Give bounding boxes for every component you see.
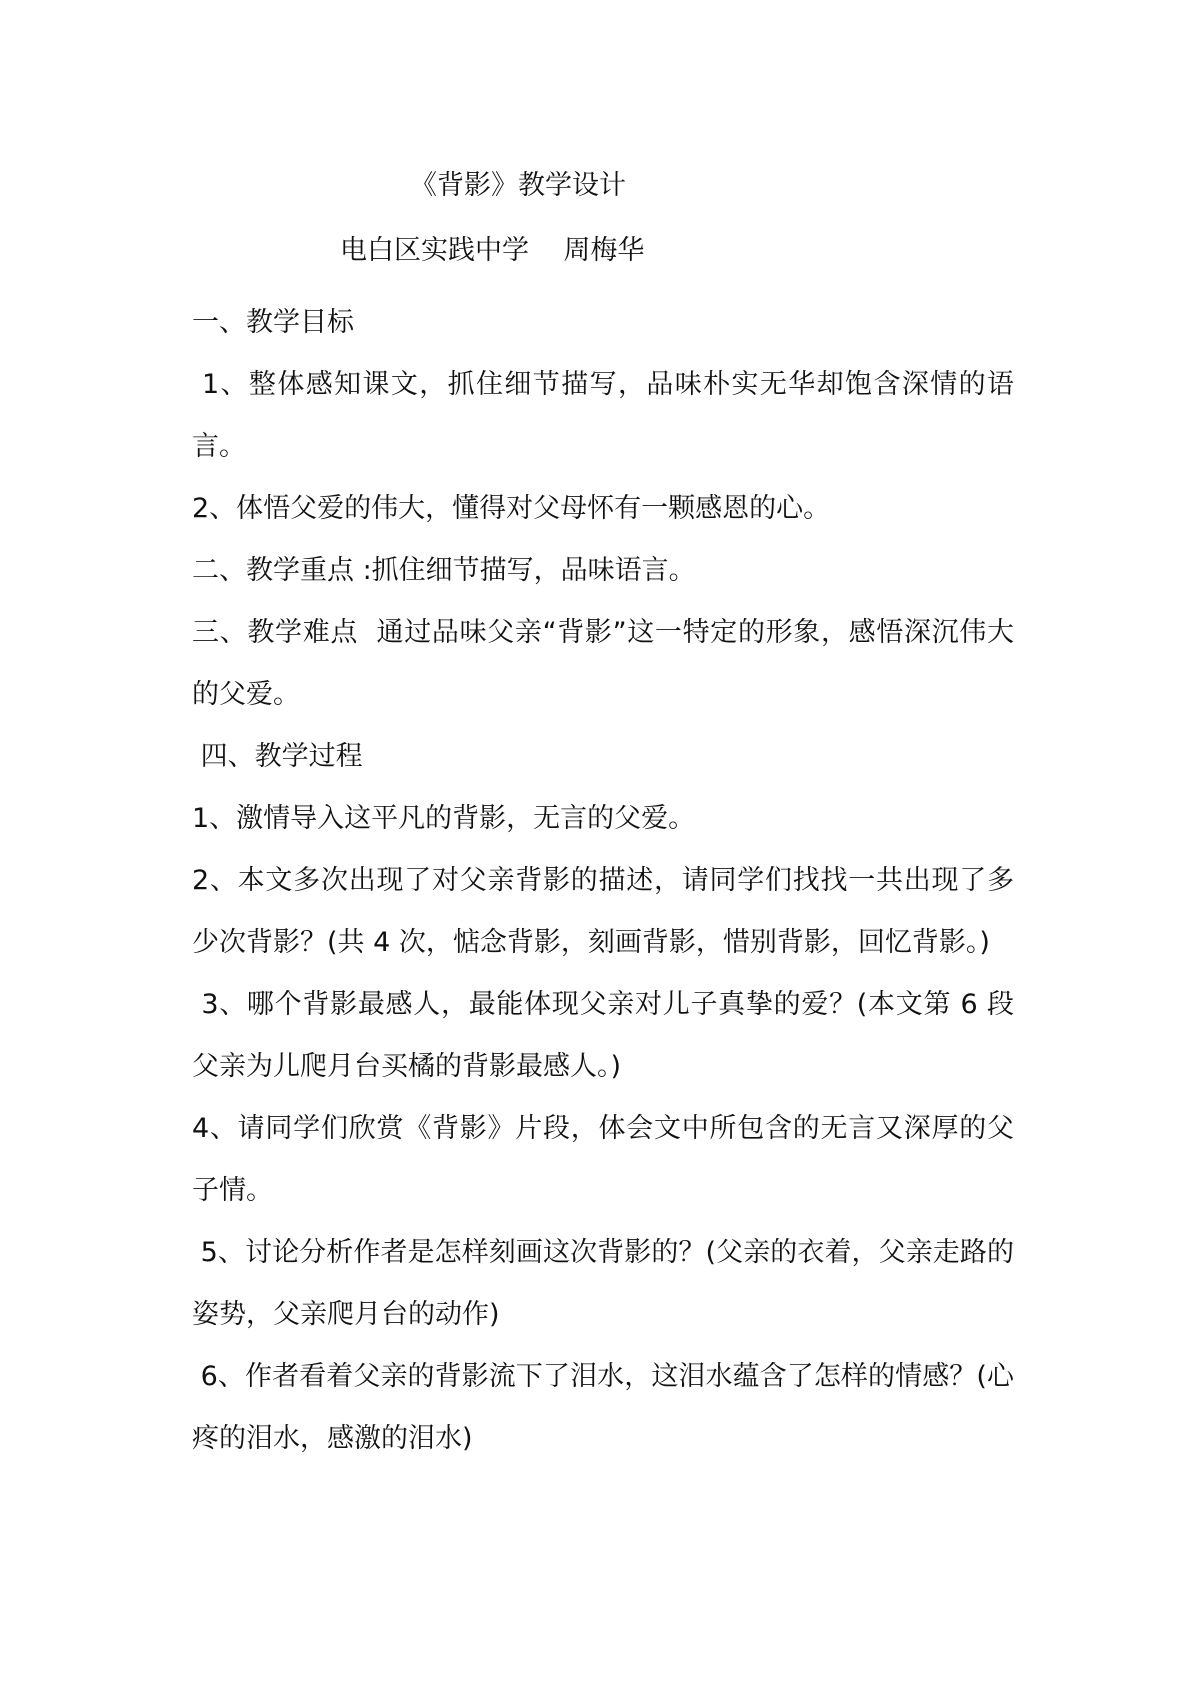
- section-heading-difficulties: 三、教学难点 通过品味父亲“背影”这一特定的形象，感悟深沉伟大的父爱。: [192, 617, 1014, 710]
- process-step-1: 1、激情导入这平凡的背影，无言的父爱。: [192, 803, 696, 834]
- section-heading-key-points: 二、教学重点 :抓住细节描写，品味语言。: [192, 555, 696, 586]
- document-body: [192, 292, 1014, 1470]
- document-author: 电白区实践中学 周梅华: [340, 235, 645, 266]
- process-step-5: 5、讨论分析作者是怎样刻画这次背影的？(父亲的衣着，父亲走路的姿势，父亲爬月台的动作): [192, 1237, 1014, 1330]
- process-step-3: 3、哪个背影最感人，最能体现父亲对儿子真挚的爱？(本文第 6 段父亲为儿爬月台买橘的背影最感人。): [192, 989, 1014, 1082]
- section-heading-objectives: 一、教学目标: [192, 307, 354, 338]
- process-step-6: 6、作者看着父亲的背影流下了泪水，这泪水蕴含了怎样的情感？(心疼的泪水，感激的泪水): [192, 1361, 1014, 1454]
- section-heading-process: 四、教学过程: [192, 741, 363, 772]
- objective-item-2: 2、体悟父爱的伟大，懂得对父母怀有一颗感恩的心。: [192, 493, 831, 524]
- document-title: 《背影》教学设计: [410, 170, 626, 201]
- process-step-4: 4、请同学们欣赏《背影》片段，体会文中所包含的无言又深厚的父子情。: [192, 1113, 1014, 1206]
- objective-item-1: 1、整体感知课文，抓住细节描写，品味朴实无华却饱含深情的语言。: [192, 369, 1014, 462]
- process-step-2: 2、本文多次出现了对父亲背影的描述，请同学们找找一共出现了多少次背影？(共 4 次，惦念背影，刻画背影，惜别背影，回忆背影。): [192, 865, 1014, 958]
